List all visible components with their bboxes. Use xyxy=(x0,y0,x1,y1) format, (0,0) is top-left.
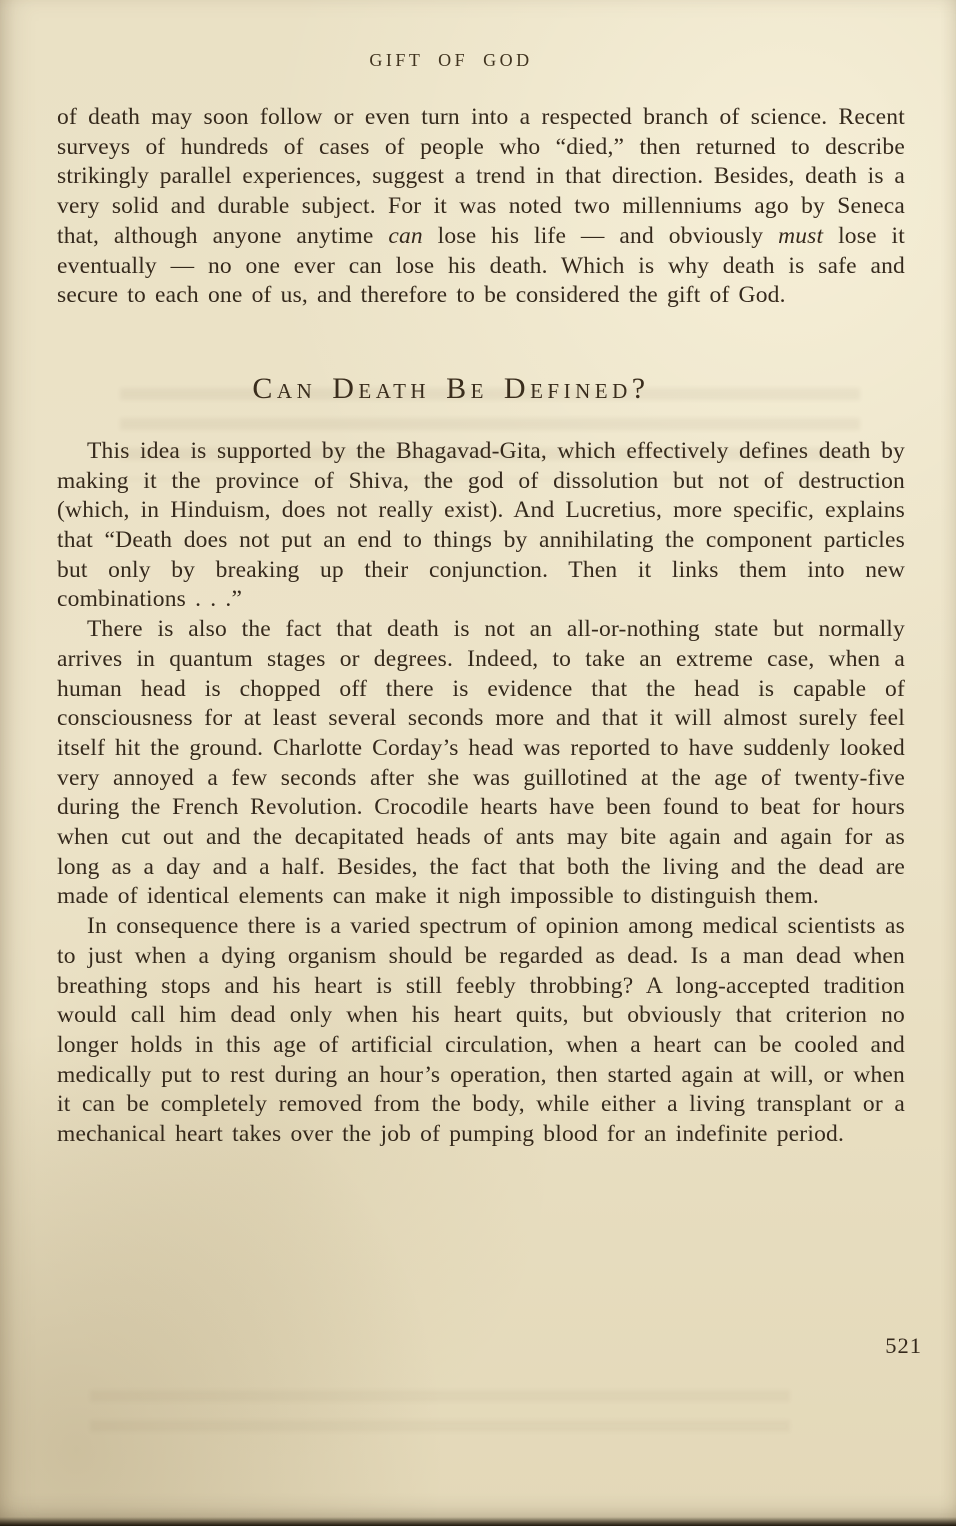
ink-bleed-through xyxy=(90,1390,790,1450)
paragraph-text: This idea is supported by the Bhagavad-Gita, which effectively defines death by making it the province of Shiva, the god of dissolution but not of destruction (which, in Hinduism, does not really exist). And Lucretius, more specific, explains that “Death does not put an end to things by annihilating the component particles but only by breaking up their conjunction. Then it links them into new combinations . . .” xyxy=(57,437,905,613)
italic-word-must: must xyxy=(778,222,824,249)
page-text-block xyxy=(57,103,905,1150)
paragraph-text: lose it eventually — no one ever can lose his death. Which is why death is safe and secure to each one of us, and therefore to be considered the gift of God. xyxy=(57,222,905,309)
paragraph-text: lose his life — and obviously xyxy=(422,222,779,249)
section-heading: Can Death Be Defined? xyxy=(252,371,650,405)
paragraph-medical-opinion xyxy=(57,912,905,1150)
paragraph-bhagavad-gita xyxy=(57,437,905,615)
paragraph-text: There is also the fact that death is not an all-or-nothing state but normally arrives in quantum stages or degrees. Indeed, to take an extreme case, when a human head is chopped off there is evidence that the head is capable of consciousness for at least several seconds more and that it will almost surely feel itself hit the ground. Charlotte Corday’s head was reported to have suddenly looked very annoyed a few seconds after she was guillotined at the age of twenty-five during the French Revolution. Crocodile hearts have been found to beat for hours when cut out and the decapitated heads of ants may bite again and again for as long as a day and a half. Besides, the fact that both the living and the dead are made of identical elements can make it nigh impossible to distinguish them. xyxy=(57,616,905,910)
page-bottom-edge-shadow xyxy=(0,1517,956,1526)
italic-word-can: can xyxy=(388,222,423,249)
paragraph-text: In consequence there is a varied spectrum of opinion among medical scientists as to just when a dying organism should be regarded as dead. Is a man dead when breathing stops and his heart is still feebly throbbing? A long-accepted tradition would call him dead only when his heart quits, but obviously that criterion no longer holds in this age of artificial circulation, when a heart can be cooled and medically put to rest during an hour’s operation, then started again at will, or when it can be completely removed from the body, while either a living transplant or a mechanical heart takes over the job of pumping blood for an indefinite period. xyxy=(57,913,905,1148)
paragraph-quantum-stages xyxy=(57,615,905,912)
paragraph-text: of death may soon follow or even turn into a respected branch of science. Recent surveys of hundreds of cases of people who “died,” then returned to describe strikingly parallel experiences, suggest a trend in that direction. Besides, death is a very solid and durable subject. For it was noted two millenniums ago by Seneca that, although anyone anytime xyxy=(57,104,905,249)
page-number: 521 xyxy=(885,1333,922,1358)
running-head: GIFT OF GOD xyxy=(369,50,533,70)
paragraph-continuation xyxy=(57,103,905,311)
